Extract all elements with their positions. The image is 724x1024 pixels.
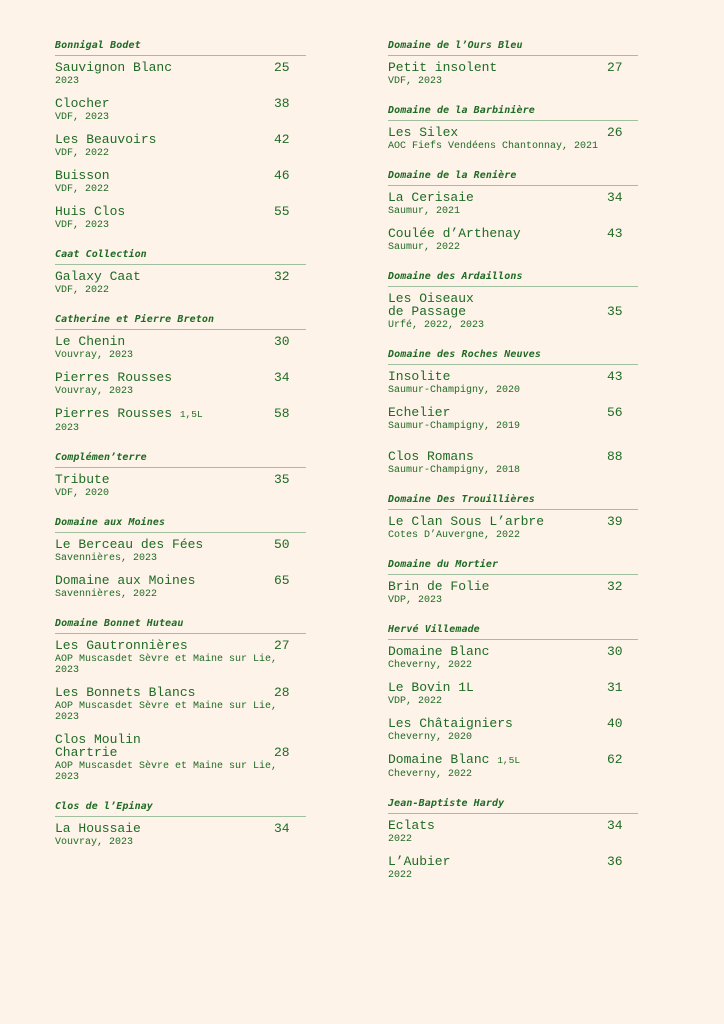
- wine-name: [55, 169, 306, 182]
- producer-section-domaine-des-trouillieres: [388, 494, 638, 541]
- producer-section-jean-baptiste-hardy: [388, 798, 638, 881]
- wine-item: [55, 97, 306, 123]
- wine-appellation-vintage: Saumur, 2021: [388, 206, 461, 217]
- wine-appellation-vintage: Saumur-Champigny, 2019: [388, 421, 521, 432]
- wine-name: [55, 639, 306, 652]
- producer-heading: Domaine de l’Ours Bleu: [388, 40, 638, 56]
- wine-name: [388, 126, 638, 139]
- producer-heading: Domaine Des Trouillières: [388, 494, 638, 510]
- wine-name-text: Les Silex: [388, 125, 459, 140]
- wine-name: [388, 645, 638, 658]
- wine-name-text: Insolite: [388, 369, 451, 384]
- wine-appellation-vintage: VDF, 2022: [55, 148, 110, 159]
- wine-price: 26: [607, 125, 623, 140]
- wine-name: [388, 753, 638, 767]
- wine-item: [55, 61, 306, 87]
- wine-name: [388, 406, 638, 419]
- producer-section-domaine-aux-moines: [55, 517, 306, 600]
- wine-appellation-vintage: VDF, 2020: [55, 488, 110, 499]
- wine-name-text: Le Berceau des Fées: [55, 537, 204, 552]
- wine-price: 27: [607, 60, 623, 75]
- producer-section-herve-villemade: [388, 624, 638, 780]
- producer-heading: Domaine aux Moines: [55, 517, 306, 533]
- wine-appellation-vintage: AOP Muscasdet Sèvre et Maine sur Lie, 2023: [55, 761, 278, 783]
- wine-appellation-vintage: VDF, 2023: [55, 112, 110, 123]
- wine-price: 50: [274, 537, 290, 552]
- wine-appellation-vintage: Savennières, 2023: [55, 553, 158, 564]
- wine-name-text: Petit insolent: [388, 60, 498, 75]
- wine-name-text: Tribute: [55, 472, 110, 487]
- wine-price: 32: [274, 269, 290, 284]
- producer-heading: Domaine du Mortier: [388, 559, 638, 575]
- wine-name: [55, 270, 306, 283]
- wine-price: 30: [274, 334, 290, 349]
- wine-price: 36: [607, 854, 623, 869]
- wine-name-text: Les Gautronnières: [55, 638, 188, 653]
- wine-price: 28: [274, 685, 290, 700]
- wine-name-text: Echelier: [388, 405, 451, 420]
- wine-item: [388, 126, 638, 152]
- wine-name-text: Clocher: [55, 96, 110, 111]
- wine-name-text: Huis Clos: [55, 204, 126, 219]
- wine-price: 40: [607, 716, 623, 731]
- wine-item: [388, 580, 638, 606]
- wine-appellation-vintage: Cheverny, 2022: [388, 660, 473, 671]
- wine-item: [388, 61, 638, 87]
- wine-appellation-vintage: Cheverny, 2020: [388, 732, 473, 743]
- wine-price: 55: [274, 204, 290, 219]
- wine-appellation-vintage: 2023: [55, 423, 80, 434]
- wine-item: [55, 169, 306, 195]
- wine-price: 65: [274, 573, 290, 588]
- wine-item: [388, 191, 638, 217]
- wine-list-right-column: [388, 40, 638, 899]
- producer-heading: Domaine des Ardaillons: [388, 271, 638, 287]
- wine-item: [55, 733, 306, 783]
- producer-section-domaine-des-roches-neuves: [388, 349, 638, 476]
- producer-heading: Bonnigal Bodet: [55, 40, 306, 56]
- wine-appellation-vintage: Saumur, 2022: [388, 242, 461, 253]
- wine-item: [55, 574, 306, 600]
- wine-price: 42: [274, 132, 290, 147]
- wine-name: [388, 450, 638, 463]
- wine-price: 34: [607, 818, 623, 833]
- producer-heading: Domaine de la Renière: [388, 170, 638, 186]
- producer-section-clos-de-l-epinay: [55, 801, 306, 848]
- wine-appellation-vintage: Vouvray, 2023: [55, 350, 134, 361]
- wine-appellation-vintage: VDF, 2022: [55, 184, 110, 195]
- wine-name-text: Eclats: [388, 818, 435, 833]
- wine-appellation-vintage: Saumur-Champigny, 2018: [388, 465, 521, 476]
- wine-name-text: Domaine aux Moines: [55, 573, 196, 588]
- wine-price: 35: [607, 304, 623, 319]
- wine-name: [388, 819, 638, 832]
- producer-section-caat-collection: [55, 249, 306, 296]
- wine-name: [388, 227, 638, 240]
- producer-section-domaine-de-la-reniere: [388, 170, 638, 253]
- wine-appellation-vintage: AOP Muscasdet Sèvre et Maine sur Lie, 2023: [55, 654, 278, 676]
- wine-item: [55, 133, 306, 159]
- wine-price: 39: [607, 514, 623, 529]
- wine-name: [388, 191, 638, 204]
- wine-name: [55, 97, 306, 110]
- producer-heading: Clos de l’Epinay: [55, 801, 306, 817]
- wine-name-text: Pierres Rousses: [55, 370, 173, 385]
- wine-name: [55, 538, 306, 551]
- producer-heading: Hervé Villemade: [388, 624, 638, 640]
- wine-item: [388, 450, 638, 476]
- wine-appellation-vintage: 2022: [388, 834, 413, 845]
- wine-name-text: Les Bonnets Blancs: [55, 685, 196, 700]
- wine-name-text: Domaine Blanc: [388, 644, 490, 659]
- wine-appellation-vintage: VDF, 2023: [388, 76, 443, 87]
- producer-heading: Catherine et Pierre Breton: [55, 314, 306, 330]
- wine-appellation-vintage: Cheverny, 2022: [388, 769, 473, 780]
- wine-price: 32: [607, 579, 623, 594]
- wine-name: [55, 822, 306, 835]
- wine-name: [388, 292, 638, 318]
- wine-item: [388, 717, 638, 743]
- wine-name-text: Les Châtaigniers: [388, 716, 513, 731]
- wine-item: [388, 645, 638, 671]
- producer-section-domaine-des-ardaillons: [388, 271, 638, 331]
- wine-appellation-vintage: VDF, 2022: [55, 285, 110, 296]
- wine-price: 34: [607, 190, 623, 205]
- wine-item: [55, 538, 306, 564]
- producer-heading: Domaine Bonnet Huteau: [55, 618, 306, 634]
- wine-name-text: Pierres Rousses: [55, 406, 173, 421]
- wine-name-text: Les Beauvoirs: [55, 132, 157, 147]
- wine-name: [388, 515, 638, 528]
- wine-price: 34: [274, 370, 290, 385]
- wine-price: 34: [274, 821, 290, 836]
- producer-section-bonnigal-bodet: [55, 40, 306, 231]
- wine-name-text: La Houssaie: [55, 821, 141, 836]
- producer-heading: Domaine des Roches Neuves: [388, 349, 638, 365]
- wine-name-text: Clos Moulin Chartrie: [55, 732, 141, 760]
- wine-name-text: Coulée d’Arthenay: [388, 226, 521, 241]
- wine-name: [55, 733, 306, 759]
- wine-name-text: Sauvignon Blanc: [55, 60, 173, 75]
- wine-item: [388, 681, 638, 707]
- wine-item: [55, 639, 306, 676]
- wine-name: [55, 574, 306, 587]
- wine-item: [388, 292, 638, 331]
- wine-price: 58: [274, 406, 290, 421]
- bottle-format: 1,5L: [179, 409, 203, 420]
- wine-item: [55, 205, 306, 231]
- wine-name: [55, 371, 306, 384]
- wine-name: [388, 580, 638, 593]
- wine-name-text: Le Clan Sous L’arbre: [388, 514, 545, 529]
- wine-price: 88: [607, 449, 623, 464]
- wine-price: 35: [274, 472, 290, 487]
- wine-name: [55, 205, 306, 218]
- wine-appellation-vintage: Vouvray, 2023: [55, 386, 134, 397]
- wine-item: [55, 686, 306, 723]
- wine-name-text: Les Oiseaux de Passage: [388, 291, 474, 319]
- wine-item: [55, 822, 306, 848]
- wine-name: [55, 686, 306, 699]
- wine-item: [388, 406, 638, 432]
- wine-appellation-vintage: 2022: [388, 870, 413, 881]
- wine-name-text: Buisson: [55, 168, 110, 183]
- wine-item: [388, 819, 638, 845]
- producer-section-domaine-bonnet-huteau: [55, 618, 306, 783]
- wine-appellation-vintage: 2023: [55, 76, 80, 87]
- wine-item: [388, 227, 638, 253]
- wine-name: [388, 855, 638, 868]
- wine-name: [55, 473, 306, 486]
- wine-item: [55, 335, 306, 361]
- wine-list-left-column: [55, 40, 306, 866]
- wine-name-text: Galaxy Caat: [55, 269, 141, 284]
- wine-appellation-vintage: Saumur-Champigny, 2020: [388, 385, 521, 396]
- wine-appellation-vintage: VDP, 2022: [388, 696, 443, 707]
- wine-item: [55, 270, 306, 296]
- wine-price: 56: [607, 405, 623, 420]
- wine-appellation-vintage: AOC Fiefs Vendéens Chantonnay, 2021: [388, 141, 599, 152]
- wine-appellation-vintage: Vouvray, 2023: [55, 837, 134, 848]
- wine-item: [388, 515, 638, 541]
- wine-name-text: L’Aubier: [388, 854, 451, 869]
- wine-price: 27: [274, 638, 290, 653]
- producer-section-complemen-terre: [55, 452, 306, 499]
- wine-price: 62: [607, 752, 623, 767]
- wine-appellation-vintage: VDP, 2023: [388, 595, 443, 606]
- wine-price: 31: [607, 680, 623, 695]
- wine-item: [388, 753, 638, 780]
- producer-heading: Jean-Baptiste Hardy: [388, 798, 638, 814]
- wine-appellation-vintage: Cotes D’Auvergne, 2022: [388, 530, 521, 541]
- wine-price: 38: [274, 96, 290, 111]
- producer-section-domaine-de-la-barbiniere: [388, 105, 638, 152]
- producer-heading: Complémen’terre: [55, 452, 306, 468]
- wine-name: [388, 370, 638, 383]
- producer-section-domaine-du-mortier: [388, 559, 638, 606]
- wine-price: 25: [274, 60, 290, 75]
- wine-name-text: Brin de Folie: [388, 579, 490, 594]
- wine-name: [388, 681, 638, 694]
- wine-item: [55, 473, 306, 499]
- wine-price: 43: [607, 226, 623, 241]
- wine-name-text: Le Bovin 1L: [388, 680, 474, 695]
- producer-heading: Caat Collection: [55, 249, 306, 265]
- wine-price: 28: [274, 745, 290, 760]
- wine-item: [388, 370, 638, 396]
- producer-heading: Domaine de la Barbinière: [388, 105, 638, 121]
- wine-name: [388, 61, 638, 74]
- wine-name-text: Domaine Blanc: [388, 752, 490, 767]
- wine-appellation-vintage: Savennières, 2022: [55, 589, 158, 600]
- wine-price: 30: [607, 644, 623, 659]
- wine-price: 46: [274, 168, 290, 183]
- wine-appellation-vintage: AOP Muscasdet Sèvre et Maine sur Lie, 2023: [55, 701, 278, 723]
- wine-name: [55, 133, 306, 146]
- wine-appellation-vintage: VDF, 2023: [55, 220, 110, 231]
- wine-item: [388, 855, 638, 881]
- wine-name-text: La Cerisaie: [388, 190, 474, 205]
- wine-name-text: Clos Romans: [388, 449, 474, 464]
- wine-name: [388, 717, 638, 730]
- wine-item: [55, 407, 306, 434]
- producer-section-domaine-de-l-ours-bleu: [388, 40, 638, 87]
- wine-name: [55, 61, 306, 74]
- bottle-format: 1,5L: [497, 755, 521, 766]
- wine-name: [55, 335, 306, 348]
- wine-name-text: Le Chenin: [55, 334, 126, 349]
- wine-name: [55, 407, 306, 421]
- producer-section-catherine-et-pierre-breton: [55, 314, 306, 434]
- wine-appellation-vintage: Urfé, 2022, 2023: [388, 320, 485, 331]
- wine-price: 43: [607, 369, 623, 384]
- wine-item: [55, 371, 306, 397]
